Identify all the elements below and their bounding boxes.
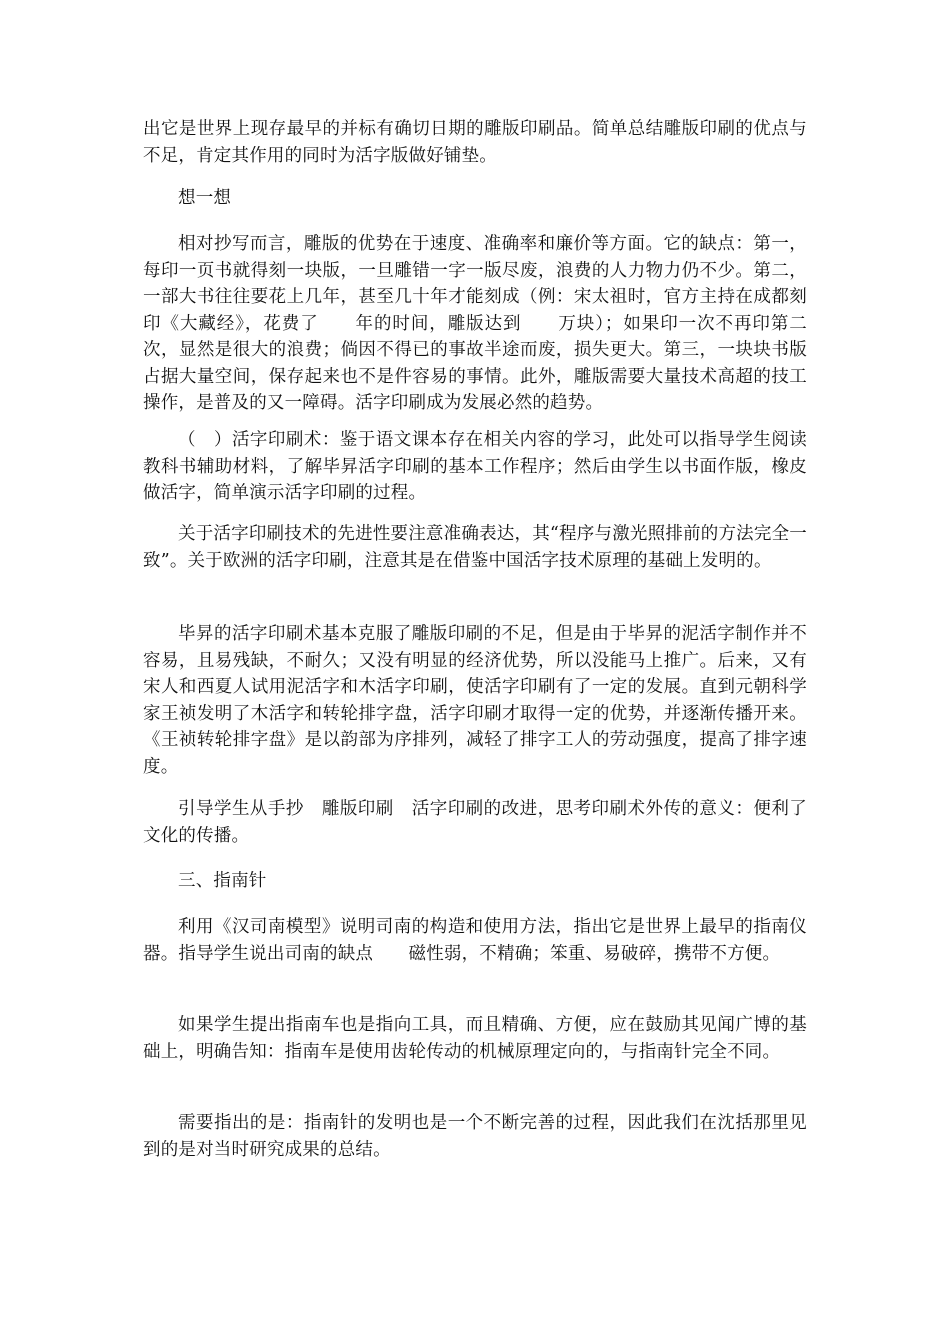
paragraph-woodblock-summary: 出它是世界上现存最早的并标有确切日期的雕版印刷品。简单总结雕版印刷的优点与不足，肯定其作用的同时为活字版做好铺垫。	[143, 119, 807, 166]
paragraph-woodblock-drawbacks: 相对抄写而言，雕版的优势在于速度、准确率和廉价等方面。它的缺点：第一，每印一页书就得刻一块版，一旦雕错一字一版尽废，浪费的人力物力仍不少。第二，一部大书往往要花上几年，甚至几十年才能刻成（例：宋太祖时，官方主持在成都刻印《大藏经》，花费了 年的时间，雕版达到 万块）；如果印一次不再印第二次，显然是很大的浪费；倘因不得已的事故半途而废，损失更大。第三，一块块书版占据大量空间，保存起来也不是件容易的事情。此外，雕版需要大量技术高超的技工操作，是普及的又一障碍。活字印刷成为发展必然的趋势。	[143, 234, 807, 413]
paragraph-sinan-model: 利用《汉司南模型》说明司南的构造和使用方法，指出它是世界上最早的指南仪器。指导学生说出司南的缺点 磁性弱，不精确；笨重、易破碎，携带不方便。	[143, 917, 807, 964]
paragraph-south-pointing-chariot: 如果学生提出指南车也是指向工具，而且精确、方便，应在鼓励其见闻广博的基础上，明确告知：指南车是使用齿轮传动的机械原理定向的，与指南针完全不同。	[143, 1015, 807, 1062]
paragraph-movable-type: （ ）活字印刷术：鉴于语文课本存在相关内容的学习，此处可以指导学生阅读教科书辅助材料，了解毕昇活字印刷的基本工作程序；然后由学生以书面作版，橡皮做活字，简单演示活字印刷的过程。	[143, 430, 807, 503]
paragraph-compass-invention: 需要指出的是：指南针的发明也是一个不断完善的过程，因此我们在沈括那里见到的是对当时研究成果的总结。	[143, 1113, 807, 1160]
paragraph-bisheng: 毕昇的活字印刷术基本克服了雕版印刷的不足，但是由于毕昇的泥活字制作并不容易，且易残缺，不耐久；又没有明显的经济优势，所以没能马上推广。后来，又有宋人和西夏人试用泥活字和木活字印刷，使活字印刷有了一定的发展。直到元朝科学家王祯发明了木活字和转轮排字盘，活字印刷才取得一定的优势，并逐渐传播开来。《王祯转轮排字盘》是以韵部为序排列，减轻了排字工人的劳动强度，提高了排字速度。	[143, 624, 807, 777]
paragraph-printing-evolution: 引导学生从手抄 雕版印刷 活字印刷的改进，思考印刷术外传的意义：便利了文化的传播。	[143, 799, 807, 846]
heading-think: 想一想	[178, 188, 232, 208]
heading-compass: 三、指南针	[178, 871, 267, 891]
paragraph-movable-type-advancement: 关于活字印刷技术的先进性要注意准确表达，其“程序与激光照排前的方法完全一致”。关于欧洲的活字印刷，注意其是在借鉴中国活字技术原理的基础上发明的。	[143, 524, 807, 571]
